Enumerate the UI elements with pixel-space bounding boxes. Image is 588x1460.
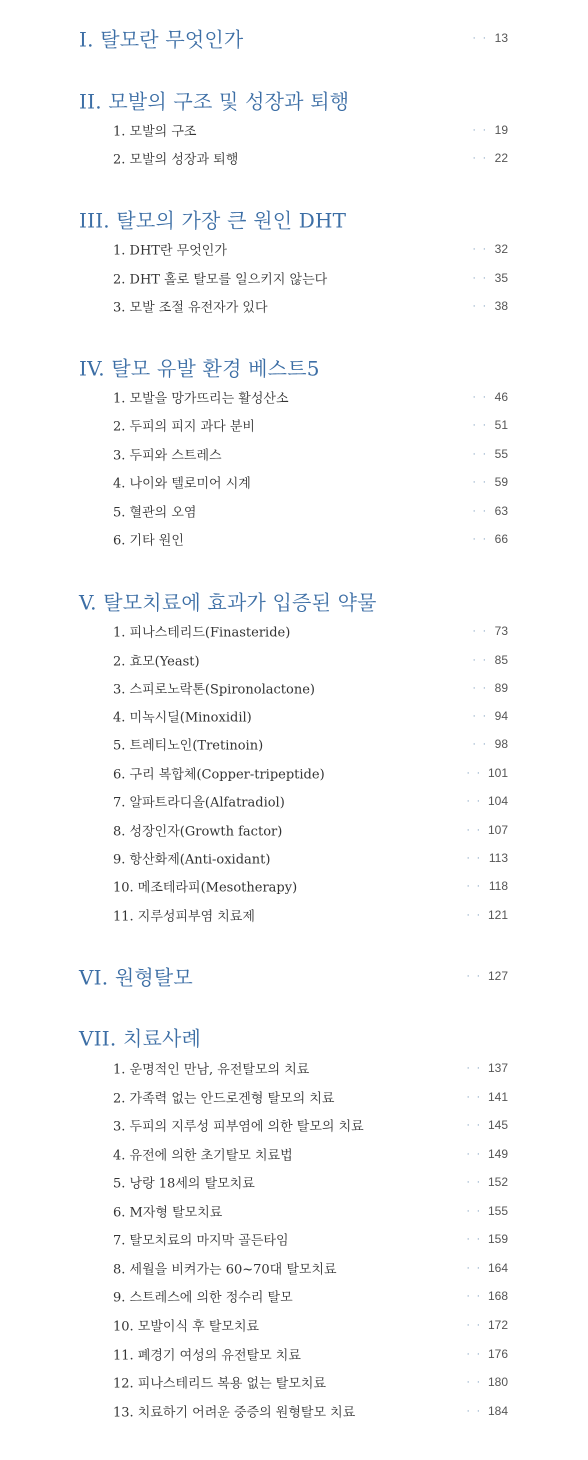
page-number: 13 — [494, 31, 508, 45]
page-number: 155 — [487, 1204, 508, 1218]
entry-title: 13. 치료하기 어려운 중증의 원형탈모 치료 — [113, 1405, 356, 1421]
section-title: I. 탈모란 무엇인가 — [79, 27, 244, 52]
page-number: 89 — [494, 681, 508, 695]
dotted-leader-icon: · · — [472, 391, 488, 403]
entry-title: 9. 항산화제(Anti-oxidant) — [113, 852, 271, 868]
dotted-leader-icon: · · — [466, 1348, 482, 1360]
entry-title: 3. 스피로노락톤(Spironolactone) — [113, 682, 315, 698]
dotted-leader-icon: · · — [466, 1319, 482, 1331]
dotted-leader-icon: · · — [466, 824, 482, 836]
dotted-leader-icon: · · — [466, 1262, 482, 1274]
page-number: 63 — [494, 504, 508, 518]
dotted-leader-icon: · · — [466, 1376, 482, 1388]
dotted-leader-icon: · · — [466, 1119, 482, 1131]
dotted-leader-icon: · · — [472, 272, 488, 284]
page-number: 121 — [487, 908, 508, 922]
entry-title: 6. M자형 탈모치료 — [113, 1205, 223, 1221]
page-number: 152 — [487, 1175, 508, 1189]
dotted-leader-icon: · · — [472, 419, 488, 431]
dotted-leader-icon: · · — [466, 880, 482, 892]
page-number: 59 — [494, 475, 508, 489]
entry-title: 2. 가족력 없는 안드로겐형 탈모의 치료 — [113, 1091, 335, 1107]
entry-title: 10. 메조테라피(Mesotherapy) — [113, 880, 298, 896]
page-number: 176 — [487, 1347, 508, 1361]
page-number: 101 — [487, 766, 508, 780]
page-number: 141 — [487, 1090, 508, 1104]
section-title: VI. 원형탈모 — [79, 965, 193, 990]
page-number: 19 — [494, 123, 508, 137]
dotted-leader-icon: · · — [472, 448, 488, 460]
page-number: 145 — [487, 1118, 508, 1132]
dotted-leader-icon: · · — [466, 909, 482, 921]
page-number: 149 — [487, 1147, 508, 1161]
page-number: 168 — [487, 1289, 508, 1303]
page-number: 164 — [487, 1261, 508, 1275]
page-number: 51 — [494, 418, 508, 432]
dotted-leader-icon: · · — [466, 1290, 482, 1302]
entry-title: 1. 운명적인 만남, 유전탈모의 치료 — [113, 1062, 310, 1078]
dotted-leader-icon: · · — [472, 152, 488, 164]
dotted-leader-icon: · · — [472, 32, 488, 44]
dotted-leader-icon: · · — [466, 1091, 482, 1103]
entry-title: 3. 두피와 스트레스 — [113, 448, 222, 464]
dotted-leader-icon: · · — [472, 505, 488, 517]
section-title: II. 모발의 구조 및 성장과 퇴행 — [79, 89, 350, 114]
entry-title: 9. 스트레스에 의한 정수리 탈모 — [113, 1290, 293, 1306]
section-title: IV. 탈모 유발 환경 베스트5 — [79, 356, 320, 381]
entry-title: 2. 효모(Yeast) — [113, 654, 200, 670]
page-number: 32 — [494, 242, 508, 256]
entry-title: 3. 모발 조절 유전자가 있다 — [113, 300, 268, 316]
page-number: 172 — [487, 1318, 508, 1332]
page-number: 35 — [494, 271, 508, 285]
dotted-leader-icon: · · — [472, 300, 488, 312]
dotted-leader-icon: · · — [466, 1148, 482, 1160]
page-number: 73 — [494, 624, 508, 638]
page-number: 127 — [487, 969, 508, 983]
entry-title: 4. 미녹시딜(Minoxidil) — [113, 710, 252, 726]
page-number: 184 — [487, 1404, 508, 1418]
page-number: 118 — [488, 879, 508, 893]
entry-title: 6. 기타 원인 — [113, 533, 184, 549]
section-title: VII. 치료사례 — [79, 1026, 202, 1051]
dotted-leader-icon: · · — [472, 710, 488, 722]
dotted-leader-icon: · · — [466, 1233, 482, 1245]
entry-title: 2. DHT 홀로 탈모를 일으키지 않는다 — [113, 272, 328, 288]
dotted-leader-icon: · · — [466, 1062, 482, 1074]
entry-title: 8. 세월을 비켜가는 60~70대 탈모치료 — [113, 1262, 337, 1278]
dotted-leader-icon: · · — [472, 124, 488, 136]
page-number: 180 — [487, 1375, 508, 1389]
page-number: 66 — [494, 532, 508, 546]
entry-title: 7. 탈모치료의 마지막 골든타임 — [113, 1233, 289, 1249]
page-number: 85 — [494, 653, 508, 667]
entry-title: 12. 피나스테리드 복용 없는 탈모치료 — [113, 1376, 327, 1392]
entry-title: 11. 지루성피부염 치료제 — [113, 909, 255, 925]
section-title: III. 탈모의 가장 큰 원인 DHT — [79, 208, 347, 233]
dotted-leader-icon: · · — [472, 738, 488, 750]
section-title: V. 탈모치료에 효과가 입증된 약물 — [79, 590, 377, 615]
dotted-leader-icon: · · — [472, 243, 488, 255]
dotted-leader-icon: · · — [472, 476, 488, 488]
entry-title: 4. 나이와 텔로미어 시계 — [113, 476, 251, 492]
page-number: 94 — [494, 709, 508, 723]
dotted-leader-icon: · · — [472, 654, 488, 666]
dotted-leader-icon: · · — [466, 767, 482, 779]
entry-title: 7. 알파트라디올(Alfatradiol) — [113, 795, 285, 811]
dotted-leader-icon: · · — [466, 1176, 482, 1188]
entry-title: 10. 모발이식 후 탈모치료 — [113, 1319, 260, 1335]
entry-title: 1. 피나스테리드(Finasteride) — [113, 625, 291, 641]
entry-title: 5. 트레티노인(Tretinoin) — [113, 738, 264, 754]
entry-title: 11. 폐경기 여성의 유전탈모 치료 — [113, 1348, 301, 1364]
page-number: 159 — [487, 1232, 508, 1246]
entry-title: 1. 모발을 망가뜨리는 활성산소 — [113, 391, 289, 407]
dotted-leader-icon: · · — [466, 1205, 482, 1217]
page-number: 113 — [488, 851, 508, 865]
dotted-leader-icon: · · — [466, 795, 482, 807]
page-number: 137 — [487, 1061, 508, 1075]
entry-title: 6. 구리 복합체(Copper-tripeptide) — [113, 767, 325, 783]
dotted-leader-icon: · · — [472, 625, 488, 637]
entry-title: 1. 모발의 구조 — [113, 124, 197, 140]
dotted-leader-icon: · · — [472, 533, 488, 545]
entry-title: 8. 성장인자(Growth factor) — [113, 824, 283, 840]
dotted-leader-icon: · · — [466, 852, 482, 864]
entry-title: 5. 낭랑 18세의 탈모치료 — [113, 1176, 255, 1192]
dotted-leader-icon: · · — [472, 682, 488, 694]
entry-title: 4. 유전에 의한 초기탈모 치료법 — [113, 1148, 293, 1164]
entry-title: 2. 두피의 피지 과다 분비 — [113, 419, 255, 435]
page-number: 46 — [494, 390, 508, 404]
dotted-leader-icon: · · — [466, 1405, 482, 1417]
page-number: 38 — [494, 299, 508, 313]
dotted-leader-icon: · · — [466, 970, 482, 982]
page-number: 55 — [494, 447, 508, 461]
entry-title: 2. 모발의 성장과 퇴행 — [113, 152, 239, 168]
page-number: 107 — [487, 823, 508, 837]
page-number: 22 — [494, 151, 508, 165]
page-number: 98 — [494, 737, 508, 751]
entry-title: 3. 두피의 지루성 피부염에 의한 탈모의 치료 — [113, 1119, 364, 1135]
entry-title: 5. 혈관의 오염 — [113, 505, 197, 521]
entry-title: 1. DHT란 무엇인가 — [113, 243, 227, 259]
page-number: 104 — [487, 794, 508, 808]
